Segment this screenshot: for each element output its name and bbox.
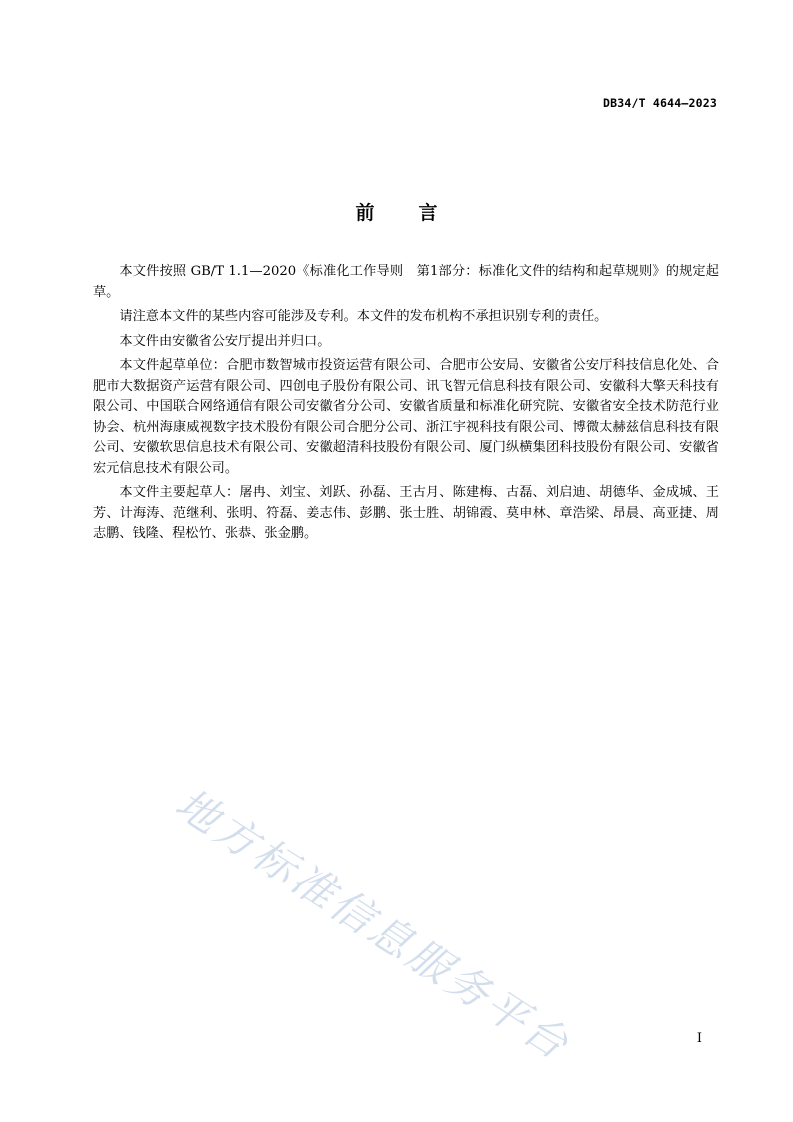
paragraph-proposer: 本文件由安徽省公安厅提出并归口。 (119, 333, 331, 349)
paragraph-patent-notice: 请注意本文件的某些内容可能涉及专利。本文件的发布机构不承担识别专利的责任。 (119, 309, 608, 324)
page-title: 前言 (355, 202, 482, 224)
paragraph-drafting-units: 本文件起草单位：合肥市数智城市投资运营有限公司、合肥市公安局、安徽省公安厅科技信息化处、合肥市大数据资产运营有限公司、四创电子股份有限公司、讯飞智元信息科技有限公司、安徽科大擎天科技有限公司、中国联合网络通信有限公司安徽省分公司、安徽省质量和标准化研究院、安徽省安全技术防范行业协会、杭州海康威视数字技术股份有限公司合肥分公司、浙江宇视科技有限公司、博微太赫兹信息科技有限公司、安徽软思信息技术有限公司、安徽超清科技股份有限公司、厦门纵横集团科技股份有限公司、安徽省宏元信息技术有限公司。 (93, 358, 719, 476)
document-code: DB34/T 4644—2023 (603, 96, 717, 110)
page-number: I (696, 1031, 702, 1046)
paragraph-drafters: 本文件主要起草人：屠冉、刘宝、刘跃、孙磊、王古月、陈建梅、古磊、刘启迪、胡德华、金成城、王芳、计海涛、范继利、张明、符磊、姜志伟、彭鹏、张士胜、胡锦霞、莫申林、章浩梁、昂晨、高亚捷、周志鹏、钱隆、程松竹、张恭、张金鹏。 (93, 485, 719, 541)
paragraph-drafting-rules: 本文件按照 GB/T 1.1—2020《标准化工作导则 第1部分：标准化文件的结构和起草规则》的规定起草。 (93, 264, 719, 300)
foreword-body (93, 262, 719, 549)
watermark: 地方标准信息服务平台 (166, 778, 580, 1071)
